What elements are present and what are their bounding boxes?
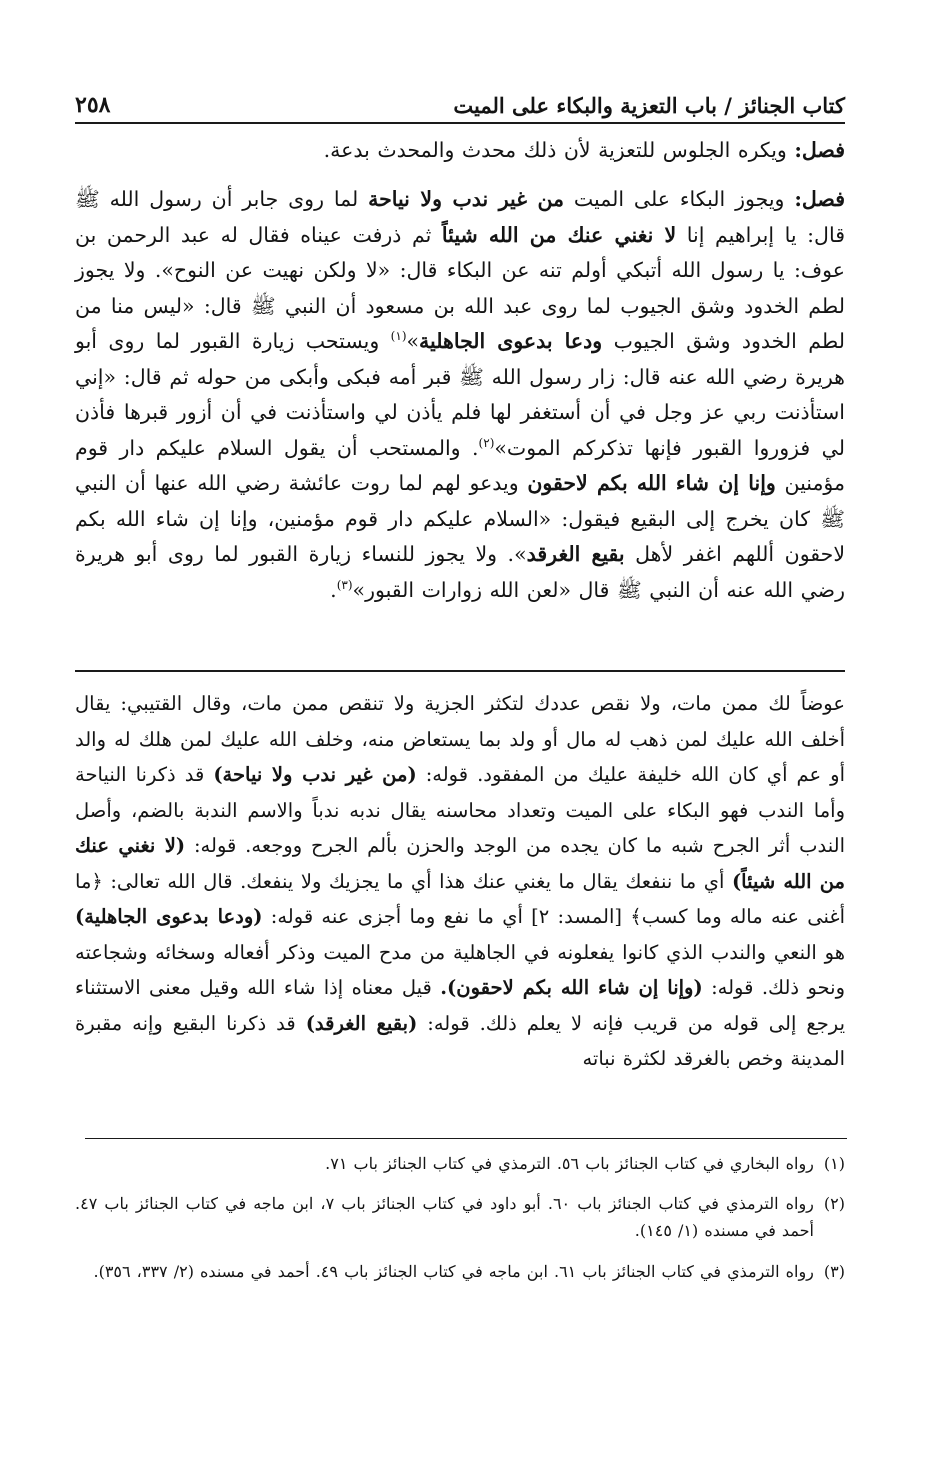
footnote-ref: (٣) bbox=[336, 577, 353, 592]
commentary-paragraph bbox=[75, 686, 845, 1077]
text-run: » bbox=[406, 329, 420, 353]
footnote-text: رواه الترمذي في كتاب الجنائز باب ٦٠. أبو داود في كتاب الجنائز باب ٧، ابن ماجه في كتاب الجنائز باب ٤٧. أحمد في مسنده (١/ ١٤٥). bbox=[75, 1194, 814, 1240]
text-run: ويستحب زيارة القبور لما روى أبو هريرة رضي الله عنه قال: زار رسول الله ﷺ قبر أمه فبكى وأبكى من حوله ثم قال: «إني استأذنت ربي عز وجل في أن أستغفر لها فلم يأذن لي واستأذنت في أن أزور قبرها فأذن لي فزوروا القبور فإنها تذكركم الموت» bbox=[75, 329, 845, 460]
footnote-ref: (٢) bbox=[478, 435, 495, 450]
text-run: قيل معناه إذا شاء الله وقيل معنى الاستثناء يرجع إلى قوله من قريب فإنه لا يعلم ذلك. قوله: bbox=[75, 976, 845, 1035]
bold-phrase: (بقيع الغرقد) bbox=[305, 1011, 418, 1035]
bold-phrase: (ودعا بدعوى الجاهلية) bbox=[75, 905, 263, 928]
text-run: ويدعو لهم لما روت عائشة رضي الله عنها أن النبي ﷺ كان يخرج إلى البقيع فيقول: «السلام عليكم دار قوم مؤمنين، وإنا إن شاء الله بكم لاحقون أللهم اغفر لأهل bbox=[75, 471, 846, 566]
fasl-paragraph-1 bbox=[75, 133, 845, 169]
footnote-3 bbox=[75, 1258, 845, 1285]
footnote-number: (٢) bbox=[823, 1194, 845, 1213]
text-run: ويجوز البكاء على الميت bbox=[564, 187, 795, 211]
text-run: هو النعي والندب الذي كانوا يفعلونه في الجاهلية من مدح الميت وذكر أفعاله وسخائه وشجاعته ونحو ذلك. قوله: bbox=[75, 940, 845, 999]
footnote-2 bbox=[75, 1190, 845, 1244]
text-run: أي ما ننفعك يقال ما يغني عنك هذا أي ما يجزيك ولا ينفعك. قال الله تعالى: ﴿ما أغنى عنه ماله وما كسب﴾ [المسد: ٢] أي ما نفع وما أجزى عنه قوله: bbox=[75, 869, 845, 928]
page-number: ٢٥٨ bbox=[75, 92, 111, 118]
bold-phrase: (وإنا إن شاء الله بكم لاحقون). bbox=[440, 976, 703, 999]
running-title: كتاب الجنائز / باب التعزية والبكاء على الميت bbox=[453, 93, 845, 118]
text-run: عوضاً لك ممن مات، ولا نقص عددك لتكثر الجزية ولا تنقص ممن مات، وقال القتيبي: يقال أخلف الله عليك لمن ذهب له مال أو ولد بما يستعاض منه، وخلف الله عليك لمن هلك له والد أو عم أي كان الله خليفة عليك من المفقود. قوله: bbox=[75, 692, 845, 786]
footnote-number: (١) bbox=[823, 1154, 845, 1173]
bold-phrase: (من غير ندب ولا نياحة) bbox=[213, 763, 417, 786]
bold-phrase: وإنا إن شاء الله بكم لاحقون bbox=[527, 471, 776, 495]
text-run: . bbox=[330, 577, 337, 602]
bold-phrase: ودعا بدعوى الجاهلية bbox=[419, 329, 603, 353]
bold-phrase: بقيع الغرقد bbox=[526, 542, 625, 566]
text-run: ثم ذرفت عيناه فقال له عبد الرحمن بن عوف: يا رسول الله أتبكي أولم تنه عن البكاء قال: «لا ولكن نهيت عن النوح». ولا يجوز لطم الخدود وشق الجيوب لما روى عبد الله بن مسعود أن النبي ﷺ قال: «ليس منا من لطم الخدود وشق الجيوب bbox=[75, 222, 845, 353]
commentary-divider bbox=[75, 670, 845, 672]
fasl-label: فصل: bbox=[794, 187, 845, 211]
fasl-paragraph-2 bbox=[75, 182, 845, 608]
footnotes-divider bbox=[85, 1138, 847, 1139]
bold-phrase: لا نغني عنك من الله شيئاً bbox=[441, 222, 677, 247]
footnote-number: (٣) bbox=[823, 1262, 845, 1281]
text-run: قد ذكرنا البقيع وإنه مقبرة المدينة وخص بالغرقد لكثرة نباته bbox=[75, 1011, 845, 1070]
bold-phrase: من غير ندب ولا نياحة bbox=[368, 187, 565, 211]
footnote-text: رواه الترمذي في كتاب الجنائز باب ٦١. ابن ماجه في كتاب الجنائز باب ٤٩. أحمد في مسنده (٢/ ٣٣٧، ٣٥٦). bbox=[93, 1262, 814, 1281]
text-run: . والمستحب أن يقول السلام عليكم دار قوم مؤمنين bbox=[75, 435, 846, 495]
text-run: لما روى جابر أن رسول الله ﷺ قال: يا إبراهيم إنا bbox=[75, 187, 845, 247]
footnote-ref: (١) bbox=[390, 329, 407, 344]
fasl-label: فصل: bbox=[794, 138, 845, 162]
footnote-text: رواه البخاري في كتاب الجنائز باب ٥٦. الترمذي في كتاب الجنائز باب ٧١. bbox=[325, 1154, 814, 1173]
bold-phrase: (لا نغني عنك من الله شيئاً) bbox=[75, 834, 845, 893]
text-run: ». ولا يجوز للنساء زيارة القبور لما روى أبو هريرة رضي الله عنه أن النبي ﷺ قال «لعن الله زوارات القبور» bbox=[75, 542, 845, 602]
page-header bbox=[75, 78, 845, 124]
footnote-1 bbox=[75, 1150, 845, 1177]
fasl-text: ويكره الجلوس للتعزية لأن ذلك محدث والمحدث بدعة. bbox=[323, 138, 795, 162]
text-run: قد ذكرنا النياحة وأما الندب فهو البكاء على الميت وتعداد محاسنه يقال ندبه ندباً والاسم الندبة بالضم، وأصل الندب أثر الجرح شبه ما كان يجده من الوجد والحزن بألم الجرح ووجعه. قوله: bbox=[75, 763, 846, 857]
